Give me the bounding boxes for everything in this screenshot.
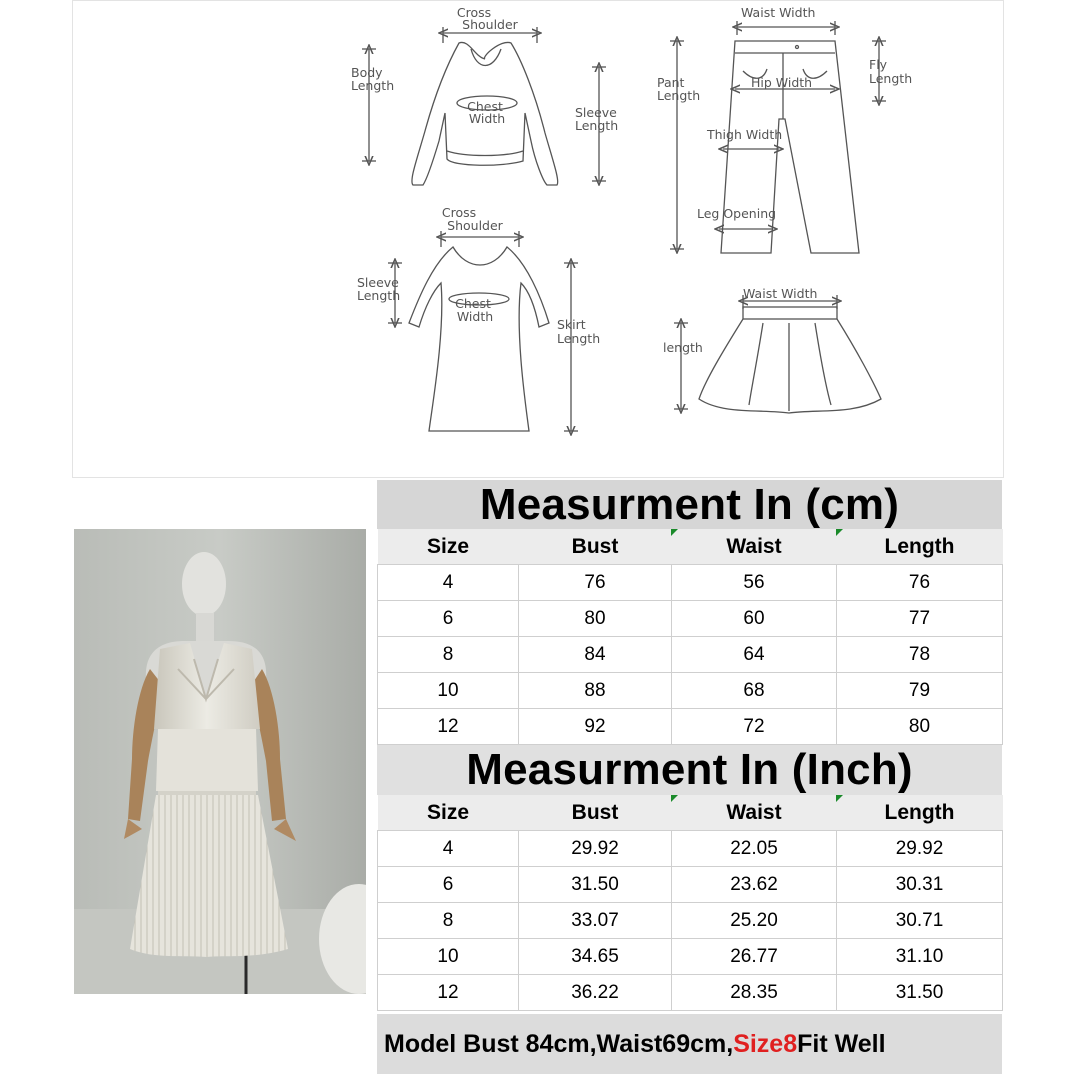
table-cell: 76: [837, 565, 1003, 601]
inch-header-bust: [519, 795, 672, 831]
table-row: [378, 867, 1003, 903]
sweater-chest-width-line1: Chest: [467, 99, 503, 114]
table-cell: 80: [837, 709, 1003, 745]
mannequin-dress-illustration: [74, 529, 366, 994]
pants-pant-length-line1: Pant: [657, 75, 685, 90]
model-fit-suffix: Fit Well: [797, 1029, 886, 1058]
table-cell: 8: [378, 637, 519, 673]
inch-header-size: [378, 795, 519, 831]
table-cell: 76: [519, 565, 672, 601]
pants-hip-width-label: Hip Width: [751, 75, 813, 90]
table-cell: 10: [378, 673, 519, 709]
inch-header-size-text: Size: [426, 800, 470, 824]
table-row: [378, 673, 1003, 709]
table-cell: 29.92: [837, 831, 1003, 867]
table-row: [378, 565, 1003, 601]
inch-header-length-text: Length: [884, 800, 955, 824]
cm-header-bust-text: Bust: [571, 534, 619, 558]
cm-table-header-row: [378, 529, 1003, 565]
dress-chest-width-label: [455, 296, 495, 324]
measurement-diagram: [72, 0, 1004, 478]
table-cell: 60: [672, 601, 837, 637]
pants-pant-length-line2: Length: [657, 88, 701, 103]
sweater-body-length-line1: Body: [351, 65, 383, 80]
table-cell: 23.62: [672, 867, 837, 903]
skirt-length-label: length: [663, 340, 703, 355]
table-cell: 77: [837, 601, 1003, 637]
table-cell: 31.50: [519, 867, 672, 903]
table-cell: 29.92: [519, 831, 672, 867]
table-cell: 30.71: [837, 903, 1003, 939]
model-fit-size-highlight: Size8: [733, 1029, 798, 1058]
table-cell: 4: [378, 565, 519, 601]
pants-thigh-width-label: Thigh Width: [707, 127, 783, 142]
dress-cross-shoulder-label: [442, 205, 504, 233]
table-cell: 6: [378, 601, 519, 637]
pants-waist-width-label: Waist Width: [741, 5, 816, 20]
sweater-sleeve-length-line2: Length: [575, 118, 619, 133]
inch-table: [377, 795, 1003, 1011]
size-chart: [377, 480, 1002, 1011]
inch-header-waist-text: Waist: [726, 800, 782, 824]
table-cell: 64: [672, 637, 837, 673]
model-fit-prefix: Model Bust 84cm,Waist69cm,: [384, 1029, 734, 1058]
table-cell: 31.10: [837, 939, 1003, 975]
skirt-waist-width-label: Waist Width: [743, 286, 818, 301]
table-cell: 8: [378, 903, 519, 939]
table-cell: 26.77: [672, 939, 837, 975]
inch-table-header-row: [378, 795, 1003, 831]
dress-chest-width-line2: Width: [456, 309, 494, 324]
inch-table-title: Measurment In (Inch): [377, 745, 1002, 795]
sweater-cross-shoulder-line2: Shoulder: [462, 17, 518, 32]
pants-fly-length-label: [869, 57, 912, 86]
table-cell: 33.07: [519, 903, 672, 939]
table-cell: 10: [378, 939, 519, 975]
table-cell: 80: [519, 601, 672, 637]
table-row: [378, 975, 1003, 1011]
measurement-diagram-svg: [73, 1, 1005, 479]
dress-skirt-length-line2: Length: [557, 331, 601, 346]
skirt-drawing: [699, 307, 881, 413]
table-row: [378, 939, 1003, 975]
table-cell: 68: [672, 673, 837, 709]
table-cell: 78: [837, 637, 1003, 673]
pants-fly-length-line1: Fly: [869, 57, 888, 72]
inch-header-length: [837, 795, 1003, 831]
dress-sleeve-length-line1: Sleeve: [357, 275, 399, 290]
inch-header-bust-text: Bust: [571, 800, 619, 824]
cm-table: [377, 529, 1003, 745]
model-fit-note: [377, 1014, 1002, 1074]
table-cell: 30.31: [837, 867, 1003, 903]
dress-sleeve-length-label: [357, 275, 403, 303]
dress-chest-width-line1: Chest: [455, 296, 491, 311]
table-cell: 92: [519, 709, 672, 745]
cm-header-length-text: Length: [884, 534, 955, 558]
table-cell: 31.50: [837, 975, 1003, 1011]
table-cell: 34.65: [519, 939, 672, 975]
cm-header-size-text: Size: [426, 534, 470, 558]
cell-corner-mark: [836, 795, 843, 802]
cm-header-size: [378, 529, 519, 565]
cm-table-title: Measurment In (cm): [377, 480, 1002, 529]
dress-sleeve-length-line2: Length: [357, 288, 401, 303]
cm-header-waist-text: Waist: [726, 534, 782, 558]
table-cell: 12: [378, 709, 519, 745]
cm-header-length: [837, 529, 1003, 565]
cm-header-bust: [519, 529, 672, 565]
table-cell: 79: [837, 673, 1003, 709]
table-cell: 84: [519, 637, 672, 673]
table-cell: 6: [378, 867, 519, 903]
cell-corner-mark: [836, 529, 843, 536]
cm-header-waist: [672, 529, 837, 565]
dress-skirt-length-line1: Skirt: [557, 317, 586, 332]
dress-skirt-length-label: [557, 317, 600, 346]
sweater-chest-width-line2: Width: [468, 111, 506, 126]
table-cell: 4: [378, 831, 519, 867]
table-cell: 22.05: [672, 831, 837, 867]
pants-pant-length-label: [657, 75, 700, 103]
sweater-cross-shoulder-label: [457, 5, 519, 32]
table-cell: 72: [672, 709, 837, 745]
table-cell: 12: [378, 975, 519, 1011]
sweater-body-length-line2: Length: [351, 78, 395, 93]
sweater-cross-shoulder-line1: Cross: [456, 5, 492, 20]
table-cell: 88: [519, 673, 672, 709]
model-photo: [74, 529, 366, 994]
table-row: [378, 637, 1003, 673]
pants-drawing: [721, 41, 859, 253]
pants-leg-opening-label: Leg Opening: [697, 206, 777, 221]
table-row: [378, 903, 1003, 939]
inch-header-waist: [672, 795, 837, 831]
sweater-chest-width-label: [467, 99, 507, 126]
table-row: [378, 709, 1003, 745]
pants-fly-length-line2: Length: [869, 71, 913, 86]
table-cell: 56: [672, 565, 837, 601]
sweater-sleeve-length-line1: Sleeve: [575, 105, 617, 120]
table-cell: 36.22: [519, 975, 672, 1011]
table-row: [378, 831, 1003, 867]
dress-drawing: [409, 247, 549, 431]
table-cell: 28.35: [672, 975, 837, 1011]
cell-corner-mark: [671, 795, 678, 802]
dress-cross-shoulder-line1: Cross: [441, 205, 477, 220]
dress-cross-shoulder-line2: Shoulder: [447, 218, 503, 233]
table-cell: 25.20: [672, 903, 837, 939]
table-row: [378, 601, 1003, 637]
sweater-body-length-label: [351, 65, 394, 93]
sweater-sleeve-length-label: [575, 105, 621, 133]
cell-corner-mark: [671, 529, 678, 536]
